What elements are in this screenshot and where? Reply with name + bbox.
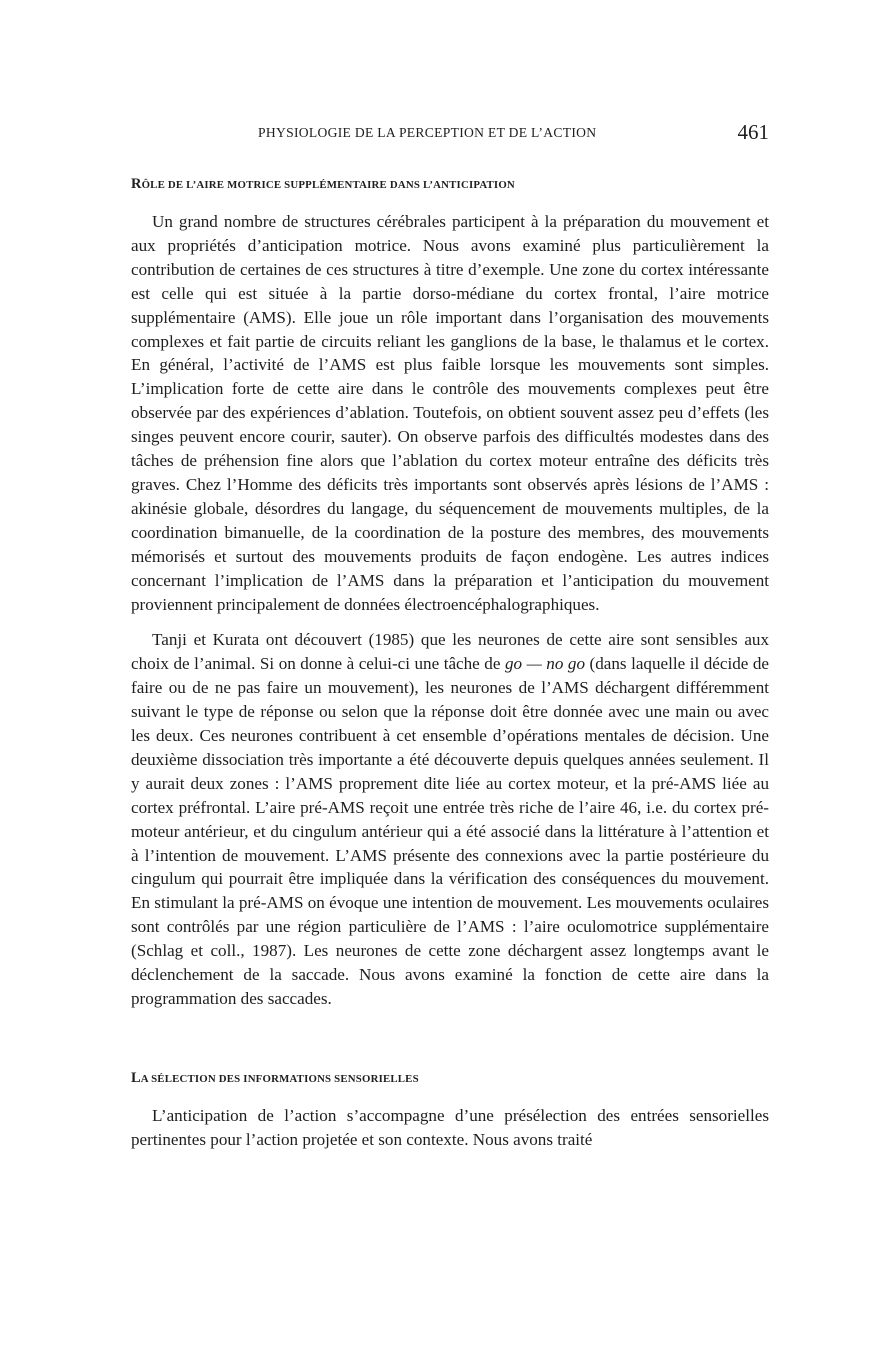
section-heading-rest: A SÉLECTION DES INFORMATIONS SENSORIELLES	[140, 1072, 419, 1085]
running-title: PHYSIOLOGIE DE LA PERCEPTION ET DE L’ACTION	[258, 125, 597, 140]
page-body	[131, 172, 769, 1152]
running-head	[258, 121, 769, 145]
section-heading-initial: R	[131, 176, 142, 192]
paragraph-tanji-kurata	[131, 628, 769, 1011]
section-heading-initial: L	[131, 1069, 141, 1086]
page-number: 461	[737, 120, 769, 144]
paragraph-emphasis-go-no-go: go — no go	[504, 654, 586, 674]
paragraph-text-before: Tanji et Kurata ont découvert (1985) que les neurones de cette aire sont sensibles aux choix de l’animal. Si on donne à celui-ci une tâche de	[131, 630, 769, 674]
section-heading-ams	[131, 172, 769, 197]
paragraph-sensory-anticipation: L’anticipation de l’action s’accompagne d’une présélection des entrées sensorielles pertinentes pour l’action projetée et son contexte. Nous avons traité	[131, 1105, 769, 1149]
paragraph-text-after: (dans laquelle il décide de faire ou de ne pas faire un mouvement), les neurones de l’AMS déchargent différemment suivant le type de réponse ou selon que la réponse doit être donnée avec une main ou avec les deux. Ces neurones contribuent à cet ensemble d’opérations mentales de décision. Une deuxième dissociation très importante a été découverte depuis quelques années seulement. Il y aurait deux zones : l’AMS proprement dite liée au cortex moteur, et la pré-AMS liée au cortex préfrontal. L’aire pré-AMS reçoit une entrée très riche de l’aire 46, i.e. du cortex pré-moteur antérieur, et du cingulum antérieur qui a été associé dans la littérature à l’attention et à l’intention de mouvement. L’AMS présente des connexions avec la partie postérieure du cingulum qui pourrait être impliquée dans la vérification des conséquences du mouvement. En stimulant la pré-AMS on évoque une intention de mouvement. Les mouvements oculaires sont contrôlés par une région particulière de l’AMS : l’aire oculomotrice supplémentaire (Schlag et coll., 1987). Les neurones de cette zone déchargent assez longtemps avant le déclenchement de la saccade. Nous avons examiné la fonction de cette aire dans la programmation des saccades.	[131, 654, 770, 1008]
section-heading-sensory-selection	[131, 1066, 769, 1091]
paragraph-ams-overview: Un grand nombre de structures cérébrales participent à la préparation du mouvement et aux propriétés d’anticipation motrice. Nous avons examiné plus particulièrement la contribution de certaines de ces structures à titre d’exemple. Une zone du cortex intéressante est celle qui est située à la partie dorso-médiane du cortex frontal, l’aire motrice supplémentaire (AMS). Elle joue un rôle important dans l’organisation des mouvements complexes et fait partie de circuits reliant les ganglions de la base, le thalamus et le cortex. En général, l’activité de l’AMS est plus faible lorsque les mouvements sont simples. L’implication forte de cette aire dans le contrôle des mouvements complexes peut être observée par des expériences d’ablation. Toutefois, on obtient souvent assez peu d’effets (les singes peuvent encore courir, sauter). On observe parfois des difficultés modestes dans des tâches de préhension fine alors que l’ablation du cortex moteur entraîne des déficits très graves. Chez l’Homme des déficits très importants sont observés après lésions de l’AMS : akinésie globale, désordres du langage, du séquencement de mouvements multiples, de la coordination bimanuelle, de la coordination de la posture des membres, des mouvements mémorisés et surtout des mouvements produits de façon endogène. Les autres indices concernant l’implication de l’AMS dans la préparation et l’anticipation du mouvement proviennent principalement de données électroencéphalographiques.	[131, 212, 769, 614]
section-heading-rest: ÔLE DE L’AIRE MOTRICE SUPPLÉMENTAIRE DANS L’ANTICIPATION	[141, 179, 515, 191]
